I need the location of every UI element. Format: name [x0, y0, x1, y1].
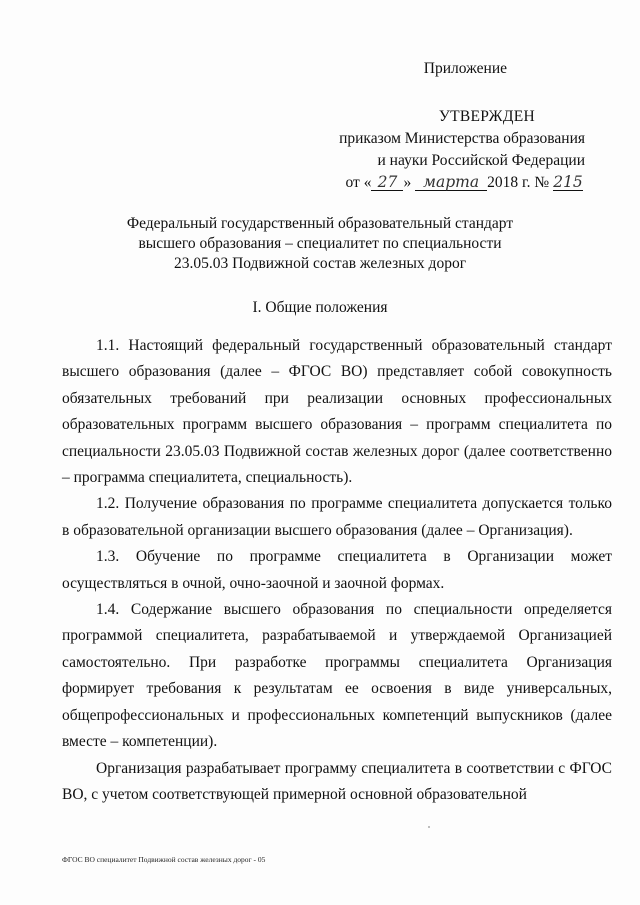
order-line	[285, 172, 585, 194]
order-month-handwritten: марта	[415, 174, 487, 191]
document-title	[0, 214, 640, 274]
paragraph-1-2: 1.2. Получение образования по программе специалитета допускается только в образовательной организации высшего образования (далее – Организация).	[62, 495, 612, 539]
page-footer: ФГОС ВО специалитет Подвижной состав железных дорог - 05	[62, 855, 266, 864]
order-prefix: от «	[345, 174, 372, 191]
paragraph-organization: Организация разрабатывает программу специалитета в соответствии с ФГОС ВО, с учетом соответствующей примерной основной образовательной	[62, 759, 612, 803]
paragraph-1-4: 1.4. Содержание высшего образования по специальности определяется программой специалитета, разрабатываемой и утверждаемой Организацией самостоятельно. При разработке программы специалитета Организация формирует требования к результатам ее освоения в виде универсальных, общепрофессиональных и профессиональных компетенций выпускников (далее вместе – компетенции).	[62, 601, 612, 751]
approved-heading: УТВЕРЖДЕН	[438, 108, 535, 125]
appendix-label: Приложение	[423, 60, 507, 77]
title-line-3: 23.05.03 Подвижной состав железных дорог	[173, 255, 467, 272]
order-day-handwritten: 27	[371, 174, 403, 191]
approval-block	[285, 58, 585, 194]
approval-line-ministry: приказом Министерства образования	[339, 130, 585, 147]
title-line-2: высшего образования – специалитет по специальности	[138, 235, 502, 252]
order-year: 2018 г. №	[487, 174, 550, 191]
body-text	[62, 333, 612, 808]
paragraph-1-1: 1.1. Настоящий федеральный государственный образовательный стандарт высшего образования (далее – ФГОС ВО) представляет собой совокупность обязательных требований при реализации основных профессиональных образовательных программ высшего образования – программ специалитета по специальности 23.05.03 Подвижной состав железных дорог (далее соответственно – программа специалитета, специальность).	[62, 337, 612, 487]
title-line-1: Федеральный государственный образовательный стандарт	[126, 215, 514, 232]
section-title: I. Общие положения	[252, 299, 388, 316]
order-mid: »	[403, 174, 412, 191]
scan-speck	[428, 826, 430, 828]
order-number-handwritten: 215	[553, 173, 583, 191]
approval-line-federation: и науки Российской Федерации	[377, 152, 585, 169]
paragraph-1-3: 1.3. Обучение по программе специалитета в Организации может осуществляться в очной, очно-заочной и заочной формах.	[62, 548, 612, 592]
